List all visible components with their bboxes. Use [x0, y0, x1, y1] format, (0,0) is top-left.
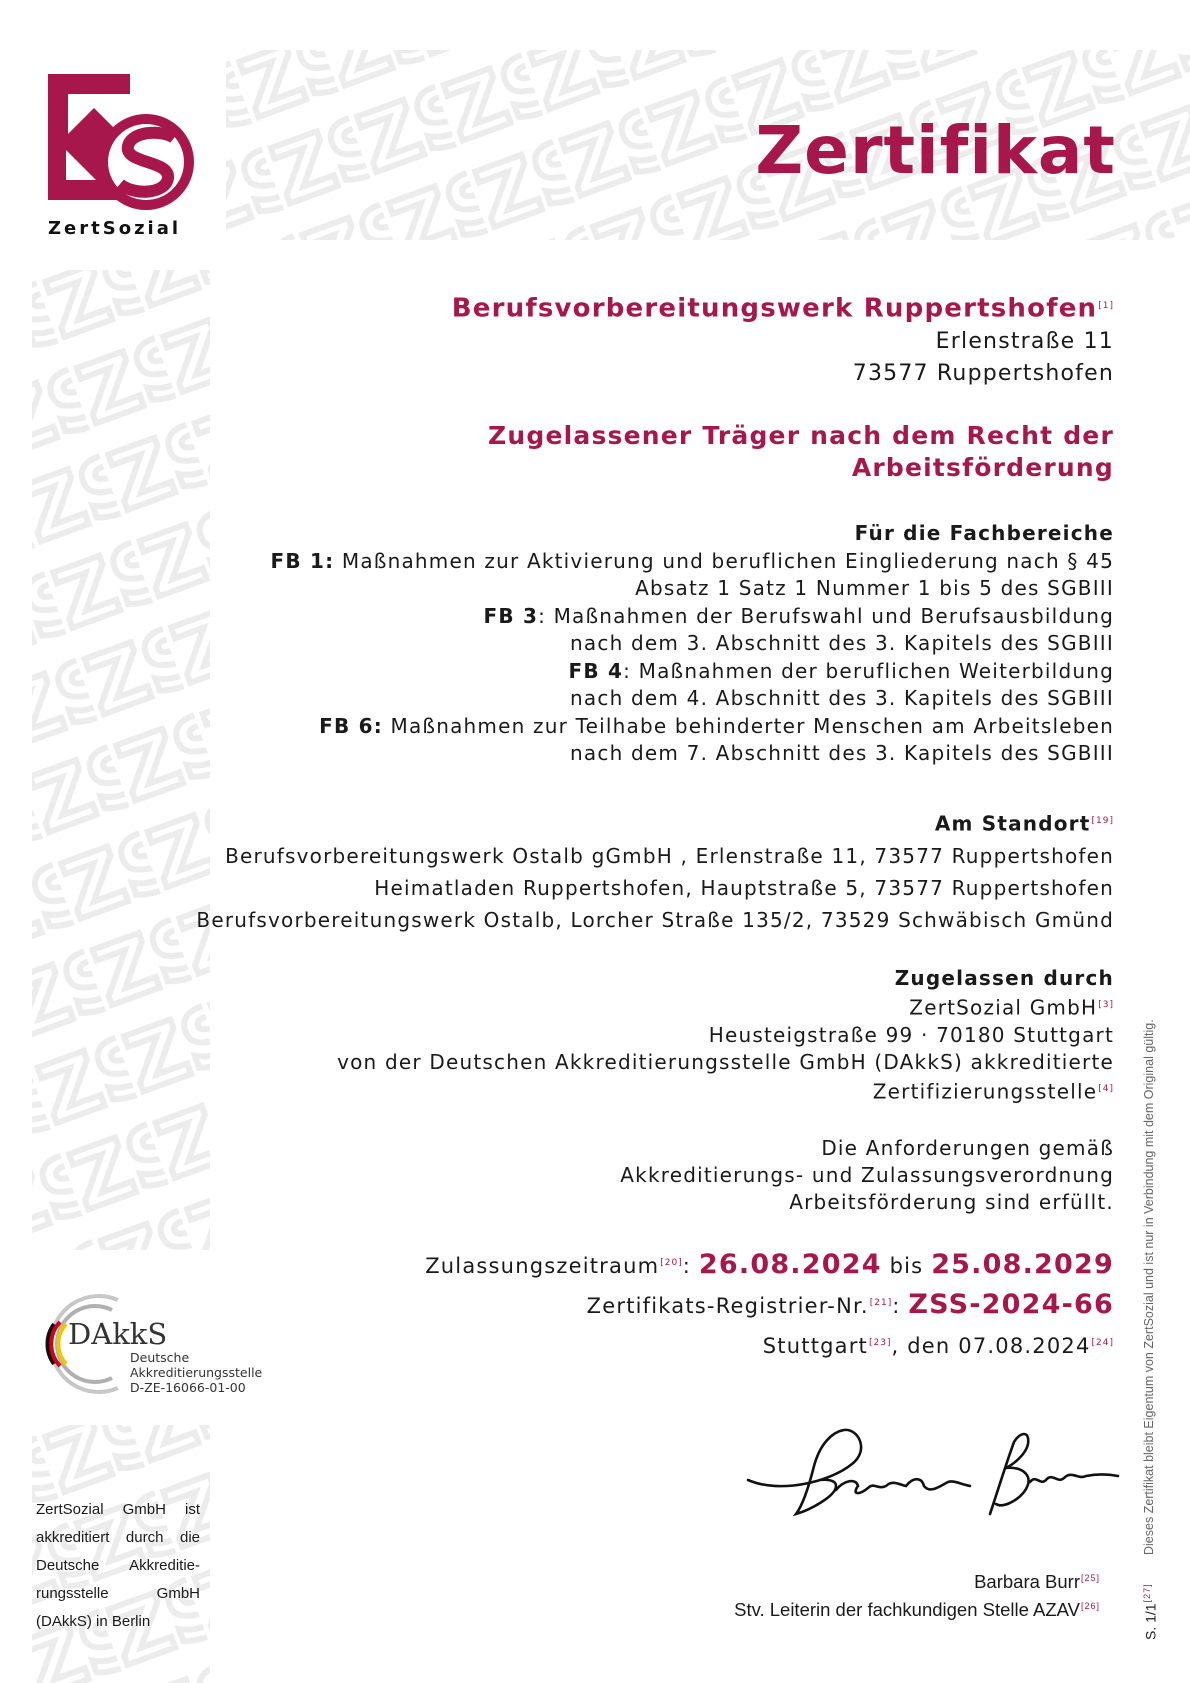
signer-block	[734, 1566, 1100, 1622]
dakks-name: DAkkS	[68, 1317, 168, 1351]
standort-line: Heimatladen Ruppertshofen, Hauptstraße 5, 73577 Ruppertshofen	[374, 875, 1114, 900]
dakks-line: D-ZE-16066-01-00	[130, 1380, 246, 1395]
ref-marker: [3]	[1098, 1000, 1114, 1010]
status-line-1: Zugelassener Träger nach dem Recht der	[488, 421, 1114, 450]
page-number: S. 1/1[27]	[1142, 1583, 1159, 1640]
organization-block	[214, 290, 1114, 390]
fb-item: FB 4: Maßnahmen der beruflichen Weiterbildung	[568, 658, 1114, 683]
organization-street: Erlenstraße 11	[935, 329, 1114, 355]
registration-number: Zertifikats-Registrier-Nr.[21]: ZSS-2024-66	[586, 1289, 1114, 1320]
requirements-line: Akkreditierungs- und Zulassungsverordnung	[620, 1163, 1114, 1187]
ref-marker: [25]	[1080, 1573, 1100, 1583]
side-note: Dieses Zertifikat bleibt Eigentum von ZertSozial und ist nur in Verbindung mit dem Original gültig.	[1142, 1019, 1156, 1555]
zugelassen-address: Heusteigstraße 99 · 70180 Stuttgart	[708, 1022, 1114, 1047]
ref-marker: [4]	[1098, 1083, 1114, 1094]
zugelassen-body: Zertifizierungsstelle	[872, 1079, 1098, 1104]
ref-marker: [19]	[1091, 816, 1114, 826]
fb-item-cont: nach dem 3. Abschnitt des 3. Kapitels des SGBIII	[570, 631, 1114, 655]
valid-from: 26.08.2024	[698, 1249, 882, 1280]
logo-text: ZertSozial	[48, 218, 182, 239]
watermark-pattern-left	[32, 270, 210, 1250]
fb-item: FB 6: Maßnahmen zur Teilhabe behinderter Menschen am Arbeitsleben	[319, 713, 1114, 738]
valid-to: 25.08.2029	[931, 1249, 1114, 1280]
page-title: Zertifikat	[755, 112, 1116, 189]
ref-marker: [1]	[1098, 301, 1114, 311]
requirements-line: Die Anforderungen gemäß	[821, 1136, 1114, 1160]
organization-name: Berufsvorbereitungswerk Ruppertshofen	[451, 293, 1098, 324]
standort-block	[114, 805, 1114, 936]
status-block	[214, 420, 1114, 484]
fachbereiche-heading: Für die Fachbereiche	[854, 521, 1114, 545]
validity-period: Zulassungszeitraum[20]: 26.08.2024 bis 25.08.2029	[425, 1249, 1114, 1280]
place-date: Stuttgart[23], den 07.08.2024[24]	[762, 1334, 1114, 1358]
signer-name: Barbara Burr	[974, 1571, 1080, 1593]
fachbereiche-block	[214, 520, 1114, 768]
signer-role: Stv. Leiterin der fachkundigen Stelle AZAV	[734, 1599, 1080, 1621]
standort-heading: Am Standort	[934, 811, 1091, 836]
fb-item: FB 3: Maßnahmen der Berufswahl und Berufsausbildung	[483, 603, 1114, 628]
dakks-line: Deutsche	[130, 1350, 190, 1365]
standort-line: Berufsvorbereitungswerk Ostalb gGmbH , Erlenstraße 11, 73577 Ruppertshofen	[225, 843, 1114, 868]
reg-no: ZSS-2024-66	[908, 1289, 1114, 1320]
fb-item-cont: nach dem 4. Abschnitt des 3. Kapitels des SGBIII	[570, 686, 1114, 710]
requirements-block	[214, 1135, 1114, 1216]
standort-line: Berufsvorbereitungswerk Ostalb, Lorcher Straße 135/2, 73529 Schwäbisch Gmünd	[196, 907, 1114, 932]
zugelassen-accredited: von der Deutschen Akkreditierungsstelle GmbH (DAkkS) akkreditierte	[337, 1049, 1114, 1074]
fb-item-cont: Absatz 1 Satz 1 Nummer 1 bis 5 des SGBIII	[635, 576, 1114, 600]
zugelassen-block	[214, 965, 1114, 1105]
requirements-line: Arbeitsförderung sind erfüllt.	[789, 1190, 1114, 1214]
status-line-2: Arbeitsförderung	[851, 453, 1114, 482]
fb-item-cont: nach dem 7. Abschnitt des 3. Kapitels des SGBIII	[570, 741, 1114, 765]
organization-city: 73577 Ruppertshofen	[852, 361, 1114, 387]
fb-item: FB 1: Maßnahmen zur Aktivierung und beruflichen Eingliederung nach § 45	[270, 548, 1114, 573]
zugelassen-company: ZertSozial GmbH	[909, 995, 1098, 1020]
dakks-text	[130, 1350, 262, 1395]
zugelassen-heading: Zugelassen durch	[894, 966, 1114, 990]
accreditation-note: ZertSozial GmbH ist akkreditiert durch die Deutsche Akkreditierungsstelle GmbH (DAkkS) in Berlin	[36, 1501, 200, 1630]
validity-block	[214, 1245, 1114, 1365]
signature-image	[740, 1420, 1130, 1530]
ref-marker: [26]	[1080, 1601, 1100, 1612]
dakks-line: Akkreditierungsstelle	[130, 1365, 263, 1380]
